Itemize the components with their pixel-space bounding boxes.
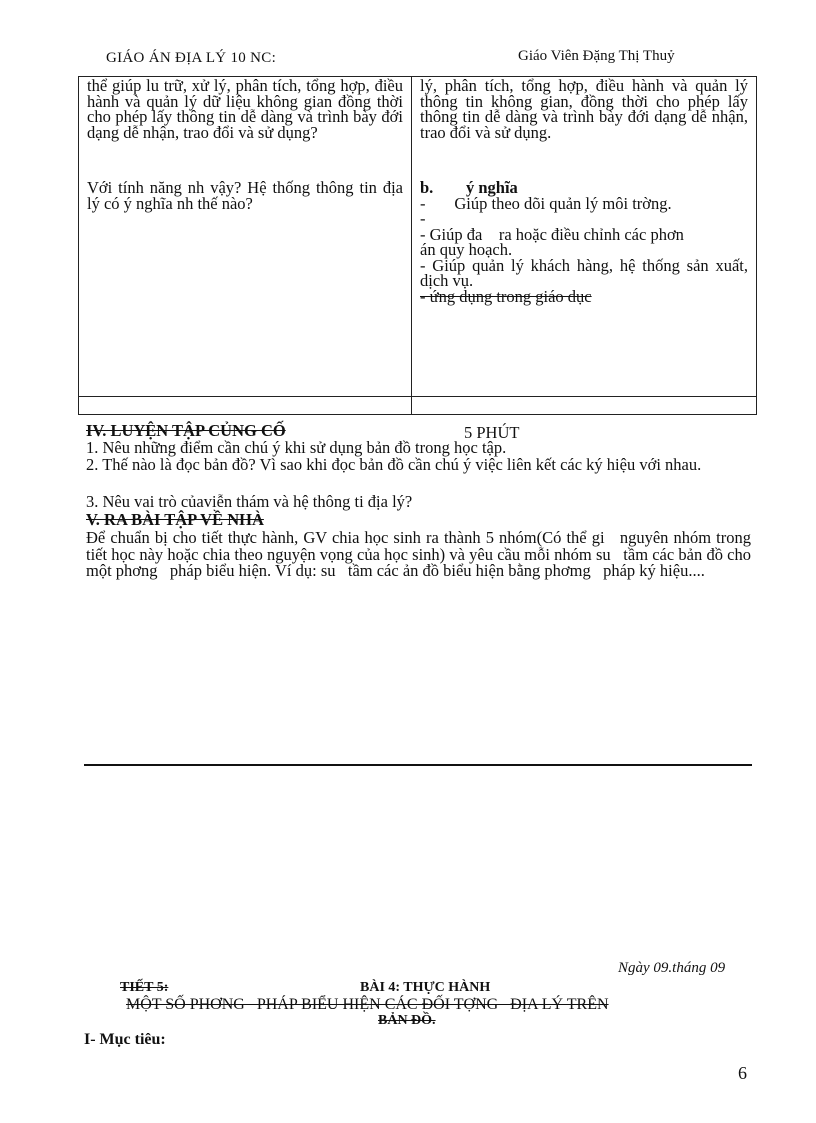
answer-line: - Giúp đa ra hoặc điều chỉnh các phơn [420, 224, 684, 244]
lesson-title: BÀI 4: THỰC HÀNH [360, 980, 491, 995]
question-text: Với tính năng nh vậy? Hệ thống thông tin địa lý có ý nghĩa nh thế nào? [87, 178, 403, 213]
question-text: thể giúp lu trữ, xử lý, phân tích, tổng hợp, điều hành và quản lý dữ liệu không gian đồng thời cho phép lấy thông tin dễ dàng và trình bày đới dạng dễ nhận, trao đổi và sử dụng? [87, 76, 403, 142]
section-4-item: 2. Thế nào là đọc bản đồ? Vì sao khi đọc bản đồ cần chú ý việc liên kết các ký hiệu với nhau. [86, 455, 702, 474]
section-5-text: Để chuẩn bị cho tiết thực hành, GV chia học sinh ra thành 5 nhóm(Có thể gi nguyên nhóm trong tiết học này hoặc chia theo nguyện vọng của học sinh) và yêu cầu mỗi nhóm su tầm các bản đồ cho một phơng pháp biểu hiện. Ví dụ: su tầm các ản đồ biểu hiện bằng phơmg pháp ký hiệu.... [86, 528, 756, 580]
lesson-subtitle: MỘT SỐ PHƠNG PHÁP BIỂU HIỆN CÁC ĐỐI TỢNG ĐỊA LÝ TRÊN [126, 996, 609, 1013]
section-4-heading: IV. LUYỆN TẬP CỦNG CỐ [86, 421, 286, 440]
period-label: TIẾT 5: [120, 980, 169, 995]
lesson-date: Ngày 09.tháng 09 [618, 960, 726, 976]
section-4-item: 1. Nêu những điểm cần chú ý khi sử dụng bản đồ trong học tập. [86, 438, 507, 457]
answer-cell [412, 77, 757, 397]
question-cell [79, 77, 412, 397]
answer-heading-text: ý nghĩa [466, 178, 518, 197]
header-left: GIÁO ÁN ĐỊA LÝ 10 NC: [106, 50, 277, 66]
answer-line: - Giúp theo dõi quản lý môi trờng. [420, 193, 672, 213]
empty-cell [412, 397, 757, 415]
section-4-item: 3. Nêu vai trò củaviễn thám và hệ thông ti địa lý? [86, 492, 413, 511]
table-row [79, 397, 757, 415]
section-4-time: 5 PHÚT [464, 423, 520, 442]
header-right: Giáo Viên Đặng Thị Thuỷ [518, 48, 675, 64]
answer-line: - Giúp quản lý khách hàng, hệ thống sản xuất, dịch vụ. [420, 255, 748, 290]
lesson-subtitle: BẢN ĐỒ. [378, 1013, 436, 1028]
answer-line: - ứng dụng trong giáo dục [420, 286, 592, 306]
answer-line: - [420, 209, 426, 228]
section-5-heading: V. RA BÀI TẬP VỀ NHÀ [86, 510, 264, 529]
table-row [79, 77, 757, 397]
page-number: 6 [738, 1063, 747, 1083]
objective-heading: I- Mục tiêu: [84, 1031, 166, 1048]
answer-line: án quy hoạch. [420, 240, 513, 259]
empty-cell [79, 397, 412, 415]
answer-text: lý, phân tích, tổng hợp, điều hành và quản lý thông tin không gian, đồng thời cho phép lấy thông tin dễ dàng và trình bày đới dạng dễ nhận, trao đổi và sử dụng. [420, 76, 748, 142]
answer-heading-letter: b. [420, 178, 434, 197]
lesson-table [78, 76, 757, 415]
separator-line [84, 764, 752, 766]
